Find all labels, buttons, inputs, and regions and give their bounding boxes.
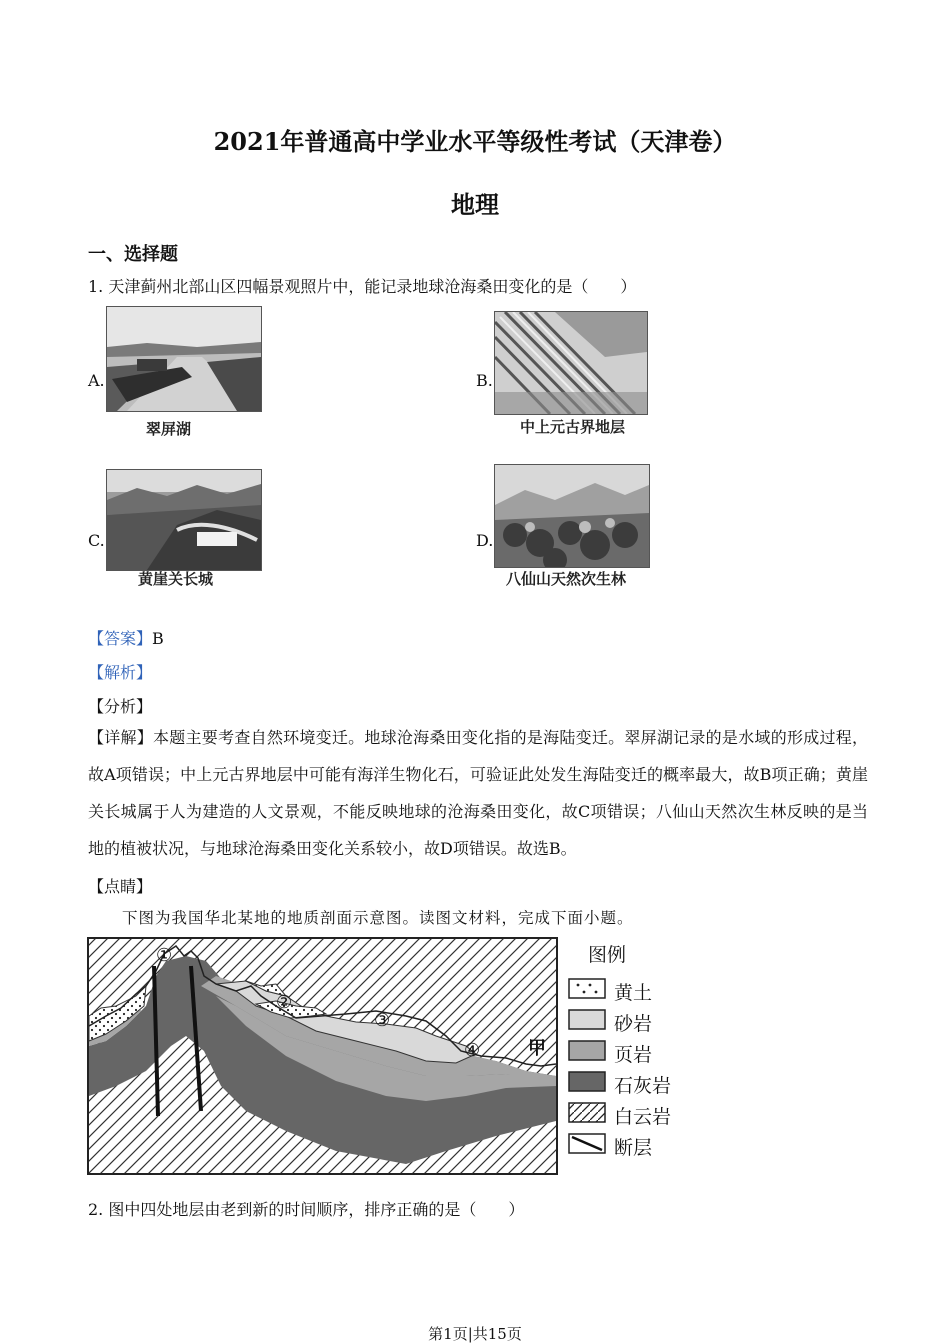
legend-swatch-dolomite (569, 1103, 605, 1122)
exam-title: 2021年普通高中学业水平等级性考试（天津卷） (213, 127, 737, 156)
legend-swatch-limestone (569, 1072, 605, 1091)
analysis-tag: 解析 (104, 663, 137, 682)
legend-label-dolomite: 白云岩 (614, 1106, 672, 1128)
legend-swatch-shale (569, 1041, 605, 1060)
fenxi-tag: 分析 (104, 697, 137, 716)
section-title: 一、选择题 (88, 244, 178, 265)
detail-tag: 详解 (104, 728, 137, 747)
question-1-stem: 1. 天津蓟州北部山区四幅景观照片中，能记录地球沧海桑田变化的是（ ） (88, 277, 637, 296)
legend (566, 940, 696, 1170)
photo-strata (494, 311, 648, 415)
detail-text: 本题主要考查自然环境变迁。地球沧海桑田变化指的是海陆变迁。翠屏湖记录的是水域的形成过程，故A项错误；中上元古界地层中可能有海洋生物化石，可验证此处发生海陆变迁的概率最大，故B项正确；黄崖关长城属于人为建造的人文景观，不能反映地球的沧海桑田变化，故C项错误；八仙山天然次生林反映的是当地的植被状况，与地球沧海桑田变化关系较小，故D项错误。故选B。 (88, 728, 868, 858)
photo-forest (494, 464, 650, 568)
option-b-label: B. (476, 371, 493, 390)
detail-paragraph: 【详解】本题主要考查自然环境变迁。地球沧海桑田变化指的是海陆变迁。翠屏湖记录的是水域的形成过程，故A项错误；中上元古界地层中可能有海洋生物化石，可验证此处发生海陆变迁的概率最大，故B项正确；黄崖关长城属于人为建造的人文景观，不能反映地球的沧海桑田变化，故C项错误；八仙山天然次生林反映的是当地的植被状况，与地球沧海桑田变化关系较小，故D项错误。故选B。 (88, 728, 868, 858)
marker-1: ① (156, 945, 173, 966)
answer-line: 【答案】B (88, 629, 164, 648)
option-d-label: D. (476, 531, 494, 550)
subject-title: 地理 (451, 190, 499, 219)
photo-great-wall (106, 469, 262, 571)
dianjing-line: 【点睛】 (88, 877, 153, 896)
question-2-stem: 2. 图中四处地层由老到新的时间顺序，排序正确的是（ ） (88, 1200, 525, 1219)
legend-label-shale: 页岩 (614, 1044, 653, 1066)
legend-swatch-sandstone (569, 1010, 605, 1029)
location-jia: 甲 (528, 1038, 546, 1059)
caption-c: 黄崖关长城 (138, 570, 214, 588)
caption-b: 中上元古界地层 (520, 418, 626, 436)
dianjing-tag: 点睛 (104, 877, 137, 896)
marker-2: ② (276, 992, 293, 1013)
geological-profile (86, 936, 561, 1178)
caption-a: 翠屏湖 (146, 420, 192, 438)
material-intro: 下图为我国华北某地的地质剖面示意图。读图文材料，完成下面小题。 (122, 909, 634, 927)
caption-d: 八仙山天然次生林 (506, 570, 627, 588)
analysis-line: 【解析】 (88, 663, 153, 682)
legend-swatch-loess (569, 979, 605, 998)
legend-label-limestone: 石灰岩 (614, 1075, 672, 1097)
marker-3: ③ (374, 1010, 391, 1031)
page-footer: 第1页|共15页 (428, 1325, 522, 1343)
legend-title: 图例 (588, 944, 627, 966)
answer-value: B (152, 629, 164, 648)
legend-label-loess: 黄土 (614, 982, 653, 1004)
marker-4: ④ (464, 1040, 481, 1061)
option-c-label: C. (88, 531, 105, 550)
photo-cuiping-lake (106, 306, 262, 412)
legend-label-sandstone: 砂岩 (614, 1013, 653, 1035)
answer-tag: 答案 (104, 629, 137, 648)
option-a-label: A. (88, 371, 105, 390)
fenxi-line: 【分析】 (88, 697, 153, 716)
legend-label-fault: 断层 (614, 1137, 653, 1159)
